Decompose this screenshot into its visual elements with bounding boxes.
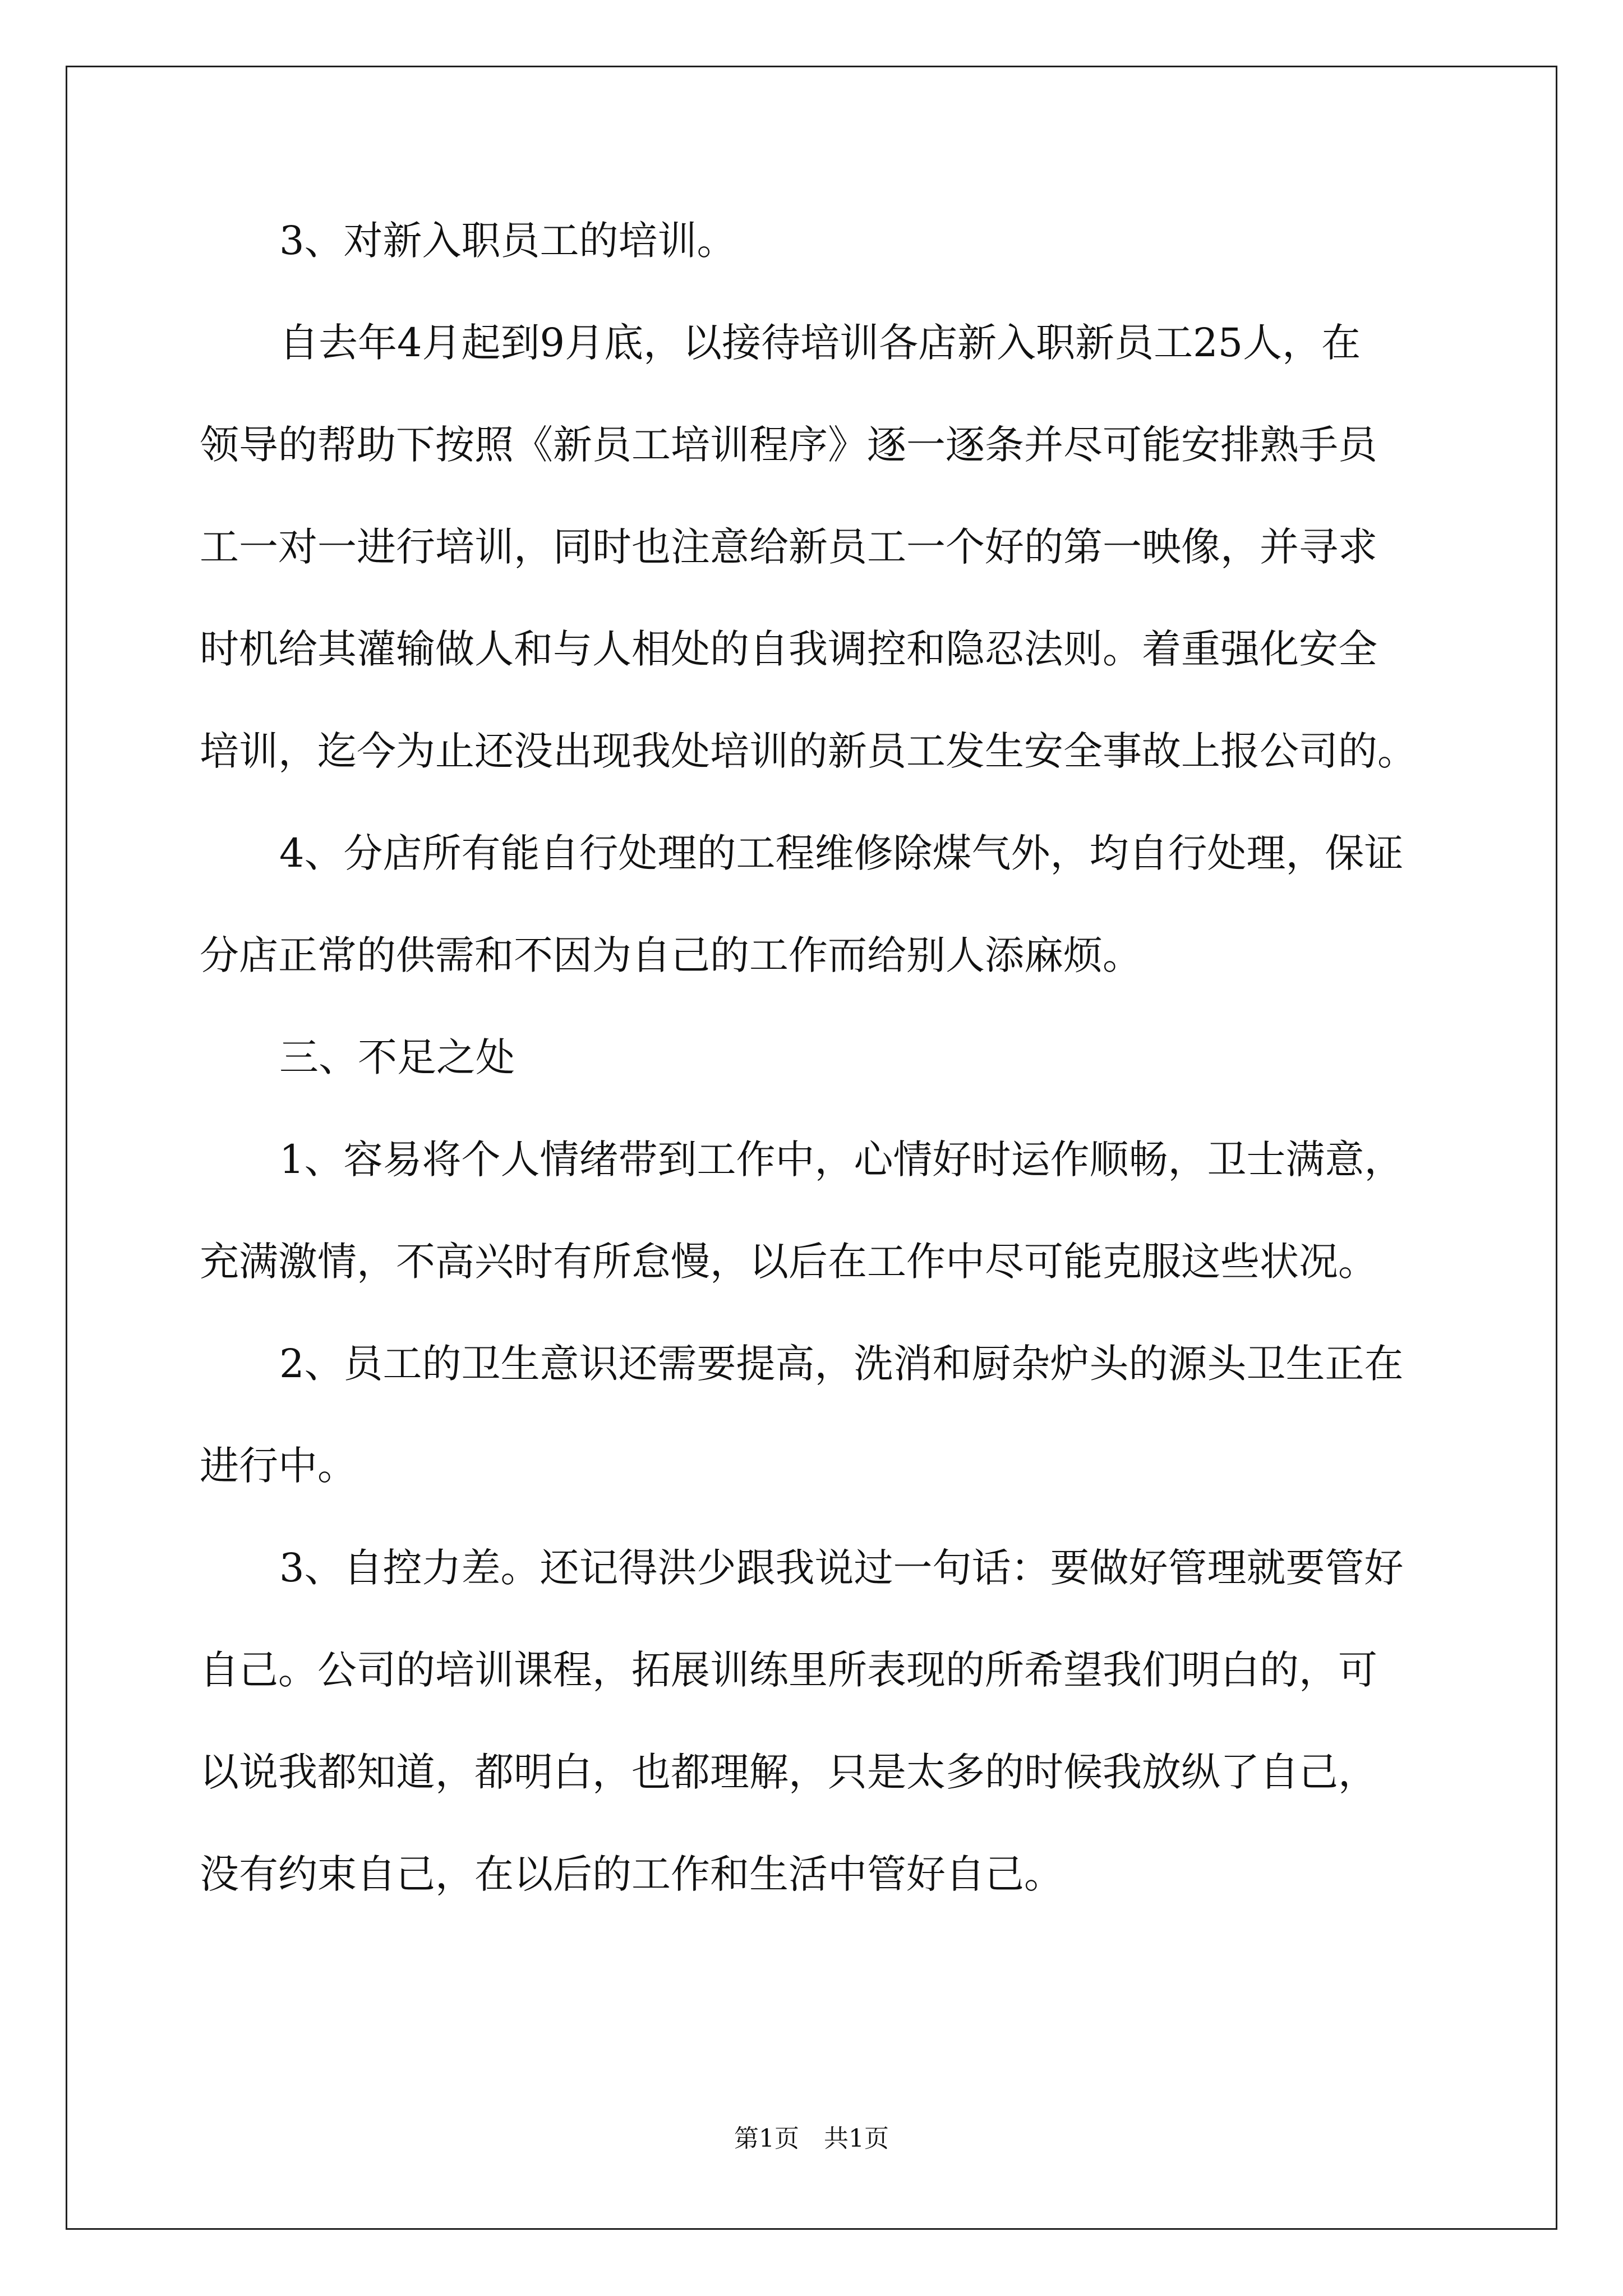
paragraph-line: 2、员工的卫生意识还需要提高，洗消和厨杂炉头的源头卫生正在 xyxy=(279,1341,1404,1387)
paragraph-line: 以说我都知道，都明白，也都理解，只是太多的时候我放纵了自己， xyxy=(200,1749,1377,1795)
paragraph-line: 时机给其灌输做人和与人相处的自我调控和隐忍法则。着重强化安全 xyxy=(200,626,1377,672)
paragraph-line: 领导的帮助下按照《新员工培训程序》逐一逐条并尽可能安排熟手员 xyxy=(200,422,1377,468)
paragraph-line: 充满激情，不高兴时有所怠慢，以后在工作中尽可能克服这些状况。 xyxy=(200,1239,1377,1285)
paragraph-line: 4、分店所有能自行处理的工程维修除煤气外，均自行处理，保证 xyxy=(279,830,1404,876)
paragraph-line: 自去年4月起到9月底，以接待培训各店新入职新员工25人，在 xyxy=(279,320,1361,366)
paragraph-line: 自己。公司的培训课程，拓展训练里所表现的所希望我们明白的，可 xyxy=(200,1647,1377,1693)
paragraph-line: 工一对一进行培训，同时也注意给新员工一个好的第一映像，并寻求 xyxy=(200,524,1377,570)
paragraph-line: 分店正常的供需和不因为自己的工作而给别人添麻烦。 xyxy=(200,932,1142,978)
paragraph-line: 没有约束自己，在以后的工作和生活中管好自己。 xyxy=(200,1851,1063,1897)
section-heading: 三、不足之处 xyxy=(279,1034,515,1080)
paragraph-line: 3、对新入职员工的培训。 xyxy=(279,218,736,264)
page-footer: 第1页 共1页 xyxy=(734,2124,889,2153)
paragraph-line: 3、自控力差。还记得洪少跟我说过一句话：要做好管理就要管好 xyxy=(279,1545,1404,1591)
paragraph-line: 进行中。 xyxy=(200,1443,357,1489)
paragraph-line: 培训，迄今为止还没出现我处培训的新员工发生安全事故上报公司的。 xyxy=(200,728,1417,774)
paragraph-line: 1、容易将个人情绪带到工作中，心情好时运作顺畅，卫士满意， xyxy=(279,1137,1404,1182)
